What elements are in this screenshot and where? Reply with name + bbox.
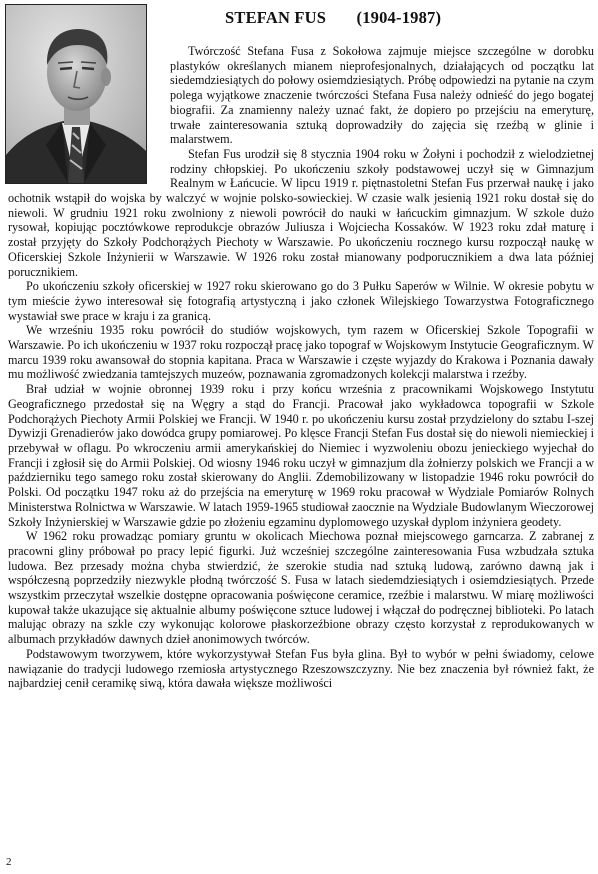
artist-name: STEFAN FUS [225,8,327,27]
photo-text-wrap [8,44,170,190]
page-number: 2 [6,856,12,868]
paragraph: Po ukończeniu szkoły oficerskiej w 1927 roku skierowano go do 3 Pułku Saperów w Wilnie. W okresie pobytu w tym mieście żywo interesował się fotografią artystyczną i jako członek Wilejskiego Towarzystwa Fotograficznego wystawiał swe prace w kraju i za granicą. [8,279,594,323]
paragraph: Twórczość Stefana Fusa z Sokołowa zajmuje miejsce szczególne w dorobku plastyków określanych mianem nieprofesjonalnych, działających od początku lat siedemdziesiątych do połowy osiemdziesiątych. Próbę odpowiedzi na pytanie na czym polega wyjątkowe znaczenie twórczości Stefana Fusa należy odnieść do jego bogatej biografii. Za znamienny należy uznać fakt, że dopiero po przejściu na emeryturę, trwałe zainteresowania sztuką doprowadziły do zajęcia się rzeźbą w glinie i malarstwem. [170,44,594,147]
page-title [225,8,595,28]
paragraph: W 1962 roku prowadząc pomiary gruntu w okolicach Miechowa poznał miejscowego garncarza. Z zabranej z pracowni gliny próbował po pracy lepić figurki. Już wcześniej szczególne zainteresowania Fusa wzbudzała sztuka ludowa. Bez przesady można chyba stwierdzić, że szerokie studia nad sztuką ludową, zarówno dawną jak i współczesną poprzedziły niezwykle płodną twórczość S. Fusa w latach siedemdziesiątych i osiemdziesiątych. Przede wszystkim przeczytał wszelkie dostępne opracowania poświęcone ceramice, rzeźbie i malarstwu. W miarę możliwości kupował także ukazujące się aktualnie albumy poświęcone sztuce ludowej i włączał do podręcznej biblioteki. Po latach malując obrazy na szkle czy wykonując kolorowe płaskorzeźbione obrazy często korzystał z reprodukowanych w albumach przykładów dawnych dzieł anonimowych twórców. [8,529,594,647]
paragraph: Brał udział w wojnie obronnej 1939 roku i przy końcu września z pracownikami Wojskowego Instytutu Geograficznego przedostał się na Węgry a stąd do Francji. Pracował jako wykładowca topografii w Szkole Podchorążych Piechoty Armii Polskiej we Francji. W 1940 r. po ukończeniu kursu został przydzielony do sztabu I-szej Dywizji Grenadierów jako dowódca grupy pomiarowej. Po klęsce Francji Stefan Fus dostał się do niewoli niemieckiej i przebywał w oflagu. Po wkroczeniu armii amerykańskiej do Niemiec i wyzwoleniu obozu jenieckiego wyjechał do Francji i zgłosił się do Armii Polskiej. Od wiosny 1946 roku uczył w gimnazjum dla żołnierzy polskich we Francji a w październiku tego samego roku został skierowany do Anglii. Zdemobilizowany w listopadzie 1946 roku powrócił do Polski. Od początku 1947 roku aż do przejścia na emeryturę w 1969 roku pracował w Wydziale Pomiarów Rolnych Ministerstwa Rolnictwa w Warszawie. W latach 1959-1965 studiował zaocznie na Wydziale Budowlanym Wieczorowej Szkoły Inżynierskiej w Warszawie gdzie po złożeniu egzaminu dyplomowego uzyskał dyplom inżyniera geodety. [8,382,594,529]
artist-years: (1904-1987) [356,8,442,27]
article-body [8,44,594,691]
paragraph: We wrześniu 1935 roku powrócił do studiów wojskowych, tym razem w Oficerskiej Szkole Topografii w Warszawie. Po ich ukończeniu w 1937 roku rozpoczął pracę jako topograf w Wojskowym Instytucie Geograficznym. W marcu 1939 roku awansował do stopnia kapitana. Praca w Warszawie i częste wyjazdy do Krakowa i Poznania dawały mu możliwość zwiedzania tamtejszych muzeów, poznawania zgromadzonych kolekcji malarstwa i rzeźby. [8,323,594,382]
paragraph: Podstawowym tworzywem, które wykorzystywał Stefan Fus była glina. Był to wybór w pełni świadomy, celowe nawiązanie do tradycji ludowego rzemiosła artystycznego Rzeszowszczyzny. Nie bez znaczenia był również fakt, że najbardziej cenił ceramikę siwą, która dawała większe możliwości [8,646,594,691]
paragraph: Stefan Fus urodził się 8 stycznia 1904 roku w Żołyni i pochodził z wielodzietnej rodziny chłopskiej. Po ukończeniu szkoły podstawowej uczył się w Gimnazjum Realnym w Łańcucie. W lipcu 1919 r. piętnastoletni Stefan Fus przerwał naukę i jako ochotnik wstąpił do wojska by walczyć w wojnie polsko-sowieckiej. W czasie walk jesienią 1921 roku dostał się do niewoli. W grudniu 1921 roku zwolniony z niewoli powrócił do nauki w łańcuckim gimnazjum. W szkole dużo rysował, kopiując pocztówkowe reprodukcje obrazów Juliusza i Wojciecha Kossaków. W 1923 roku zdał maturę i został przyjęty do Szkoły Podchorążych Piechoty w Warszawie. Po ukończeniu rocznego kursu rozpoczął naukę w Oficerskiej Szkole Inżynierii w Warszawie. W 1926 roku został mianowany podporucznikiem a dwa lata później porucznikiem. [8,146,594,279]
